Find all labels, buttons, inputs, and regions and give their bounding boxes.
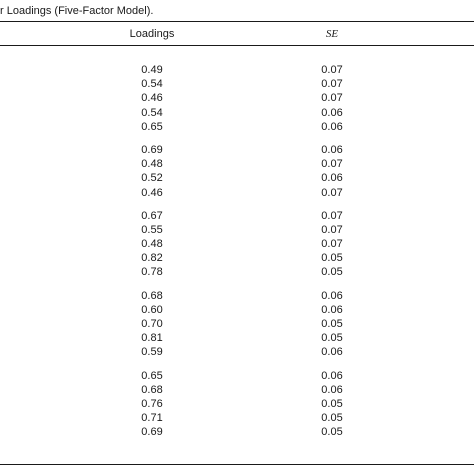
table-row <box>0 186 474 200</box>
se-value: 0.05 <box>321 426 343 439</box>
se-value: 0.07 <box>321 92 343 105</box>
se-value: 0.06 <box>321 303 343 316</box>
loading-value: 0.46 <box>141 186 163 199</box>
loading-value: 0.71 <box>141 412 163 425</box>
factor-group <box>0 143 474 200</box>
table-row <box>0 303 474 317</box>
table-row <box>0 120 474 134</box>
loading-value: 0.60 <box>141 303 163 316</box>
table-row <box>0 91 474 105</box>
loading-value: 0.48 <box>141 238 163 251</box>
header-loadings: Loadings <box>129 28 175 40</box>
se-value: 0.06 <box>321 289 343 302</box>
se-value: 0.06 <box>321 369 343 382</box>
se-value: 0.07 <box>321 158 343 171</box>
table-bottom-rule <box>0 464 474 465</box>
header-se: SE <box>325 28 339 40</box>
factor-group <box>0 209 474 280</box>
se-value: 0.06 <box>321 143 343 156</box>
loading-value: 0.54 <box>141 78 163 91</box>
table-row <box>0 265 474 279</box>
loading-value: 0.67 <box>141 209 163 222</box>
se-value: 0.05 <box>321 397 343 410</box>
table-row <box>0 63 474 77</box>
loading-value: 0.69 <box>141 426 163 439</box>
table-row <box>0 411 474 425</box>
loading-value: 0.82 <box>141 252 163 265</box>
se-value: 0.06 <box>321 172 343 185</box>
loading-value: 0.65 <box>141 120 163 133</box>
loading-value: 0.70 <box>141 318 163 330</box>
loading-value: 0.55 <box>141 223 163 236</box>
se-value: 0.05 <box>321 252 343 265</box>
se-value: 0.06 <box>321 120 343 133</box>
se-value: 0.07 <box>321 64 343 76</box>
loading-value: 0.46 <box>141 92 163 105</box>
factor-group <box>0 63 474 134</box>
table-row <box>0 317 474 331</box>
se-value: 0.07 <box>321 223 343 236</box>
header-rule <box>0 45 474 46</box>
table-row <box>0 289 474 303</box>
table-row <box>0 237 474 251</box>
se-value: 0.05 <box>321 266 343 279</box>
table-row <box>0 209 474 223</box>
se-value: 0.07 <box>321 78 343 91</box>
table-row <box>0 143 474 157</box>
table-body <box>0 63 474 449</box>
table-row <box>0 425 474 439</box>
loading-value: 0.78 <box>141 266 163 279</box>
se-value: 0.06 <box>321 106 343 119</box>
loading-value: 0.52 <box>141 172 163 185</box>
table-row <box>0 106 474 120</box>
table-row <box>0 251 474 265</box>
se-value: 0.05 <box>321 332 343 345</box>
loading-value: 0.54 <box>141 106 163 119</box>
table-row <box>0 223 474 237</box>
factor-group <box>0 369 474 440</box>
table-row <box>0 157 474 171</box>
se-value: 0.07 <box>321 238 343 251</box>
table-caption: r Loadings (Five-Factor Model). <box>0 5 154 17</box>
factor-group <box>0 289 474 360</box>
table-row <box>0 77 474 91</box>
se-value: 0.07 <box>321 186 343 199</box>
se-value: 0.07 <box>321 209 343 222</box>
table-row <box>0 171 474 185</box>
loading-value: 0.68 <box>141 383 163 396</box>
table-row <box>0 369 474 383</box>
se-value: 0.05 <box>321 412 343 425</box>
loading-value: 0.81 <box>141 332 163 345</box>
table-row <box>0 345 474 359</box>
loading-value: 0.48 <box>141 158 163 171</box>
loading-value: 0.59 <box>141 346 163 359</box>
table-row <box>0 331 474 345</box>
loading-value: 0.69 <box>141 143 163 156</box>
loading-value: 0.76 <box>141 397 163 410</box>
table-top-rule <box>0 21 474 22</box>
se-value: 0.06 <box>321 383 343 396</box>
loading-value: 0.49 <box>141 64 163 76</box>
table-row <box>0 383 474 397</box>
loading-value: 0.68 <box>141 289 163 302</box>
table-row <box>0 397 474 411</box>
se-value: 0.05 <box>321 318 343 330</box>
se-value: 0.06 <box>321 346 343 359</box>
loading-value: 0.65 <box>141 369 163 382</box>
